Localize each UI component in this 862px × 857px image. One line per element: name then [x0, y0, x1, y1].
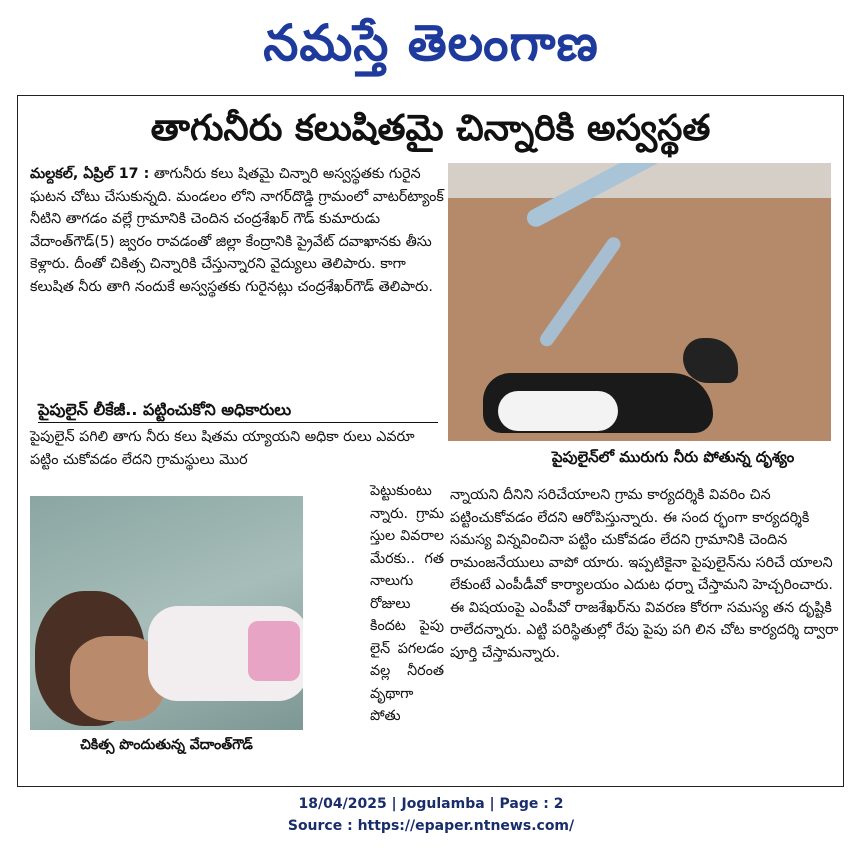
masthead-logo: నమస్తే తెలంగాణ: [263, 14, 599, 72]
footer-date-edition: 18/04/2025 | Jogulamba | Page : 2: [298, 796, 564, 812]
footer-source: Source : https://epaper.ntnews.com/: [287, 818, 575, 834]
right-column-text: న్నాయని దీనిని సరిచేయాలని గ్రామ కార్యదర్శికి వివరిం చిన పట్టించుకోవడం లేదని ఆరోపిస్తున్నారు. ఈ సంద ర్భంగా కార్యదర్శికి సమస్య విన్నవించినా పట్టిం చుకోవడం లేదని గ్రామానికి చెందిన రామంజనేయులు వాపో యారు. ఇప్పటికైనా పైపులైన్‌ను సరిచే యాలని లేకుంటే ఎంపీడీవో కార్యాలయం ఎదుట ధర్నా చేస్తామని హెచ్చరించారు. ఈ విషయంపై ఎంపీవో రాజశేఖర్‌ను వివరణ కోరగా సమస్య తన దృష్టికి రాలేదన్నారు. ఎట్టి పరిస్థితుల్లో రేపు పైపు పగి లిన చోట కార్యదర్శి ద్వారా పూర్తి చేస్తామన్నారు.: [450, 487, 839, 661]
lead-text: తాగునీరు కలు షితమై చిన్నారి అస్వస్థతకు గురైన ఘటన చోటు చేసుకున్నది. మండలం లోని నాగర్‌దొడ్డి గ్రామంలో వాటర్‌ట్యాంక్ నీటిని తాగడం వల్లే గ్రామానికి చెందిన చంద్రశేఖర్ గౌడ్ కుమారుడు వేదాంత్‌గౌడ్(5) జ్వరం రావడంతో జిల్లా కేంద్రానికి ప్రైవేట్ దవాఖానకు తీసు కెళ్లారు. దీంతో చికిత్స చిన్నారికి చేస్తున్నారని వైద్యులు తెలిపారు. కాగా కలుషిత నీరు తాగి నందుకే అస్వస్థతకు గురైనట్లు చంద్రశేఖర్‌గౌడ్ తెలిపారు.: [30, 166, 444, 295]
child-photo: [30, 496, 303, 730]
headline: తాగునీరు కలుషితమై చిన్నారికి అస్వస్థత: [150, 108, 711, 149]
lead-paragraph: [30, 163, 445, 298]
child-photo-caption: చికిత్స పొందుతున్న వేదాంత్‌గౌడ్: [30, 734, 303, 756]
subheading: పైపులైన్ లీకేజీ.. పట్టించుకోని అధికారులు: [38, 398, 438, 423]
pipeline-photo-caption: పైపులైన్‌లో మురుగు నీరు పోతున్న దృశ్యం: [551, 448, 795, 466]
dateline: మల్దకల్, ఏప్రిల్ 17 :: [30, 166, 150, 182]
narrow-column-text: పెట్టుకుంటు న్నారు. గ్రామ స్తుల వివరాల మేరకు.. గత నాలుగు రోజులు కిందట పైపు లైన్ పగలడం వల్ల నీరంత వృథాగా పోతు: [370, 483, 444, 724]
pipeline-photo: [448, 163, 831, 441]
article-clipping: [17, 95, 844, 787]
body-paragraph: పైపులైన్ పగిలి తాగు నీరు కలు షితమ య్యాయని అధికా రులు ఎవరూ పట్టిం చుకోవడం లేదని గ్రామస్థులు మొర: [30, 429, 415, 468]
